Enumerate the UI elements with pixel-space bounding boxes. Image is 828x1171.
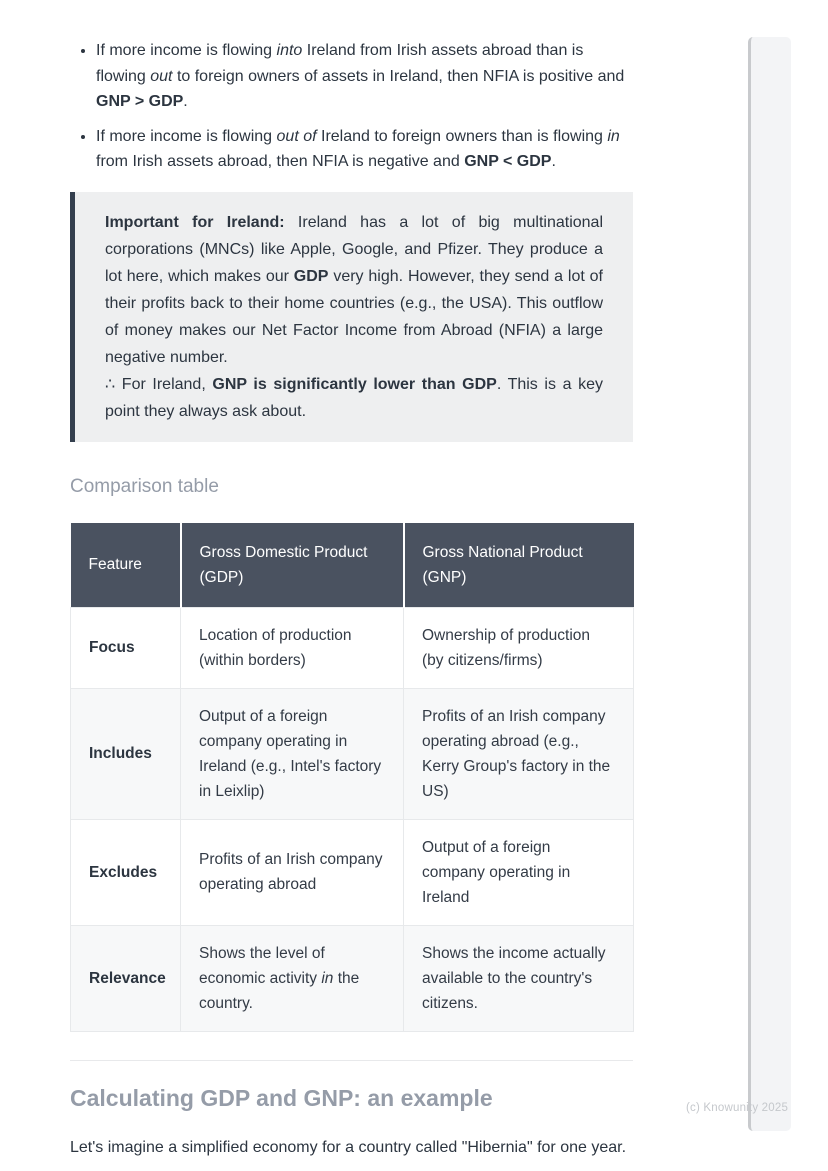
section-title-comparison-table: Comparison table	[70, 475, 219, 497]
table-header-gdp: Gross Domestic Product (GDP)	[181, 523, 404, 608]
row-label: Includes	[71, 688, 181, 819]
list-item: • If more income is flowing out of Ireland to foreign owners than is flowing in from Irish assets abroad, then NFIA is negative and GNP < GDP.	[96, 124, 633, 175]
row-label: Excludes	[71, 819, 181, 925]
cell-gnp: Shows the income actually available to the country's citizens.	[404, 925, 634, 1031]
row-label: Focus	[71, 607, 181, 688]
intro-paragraph: Let's imagine a simplified economy for a country called "Hibernia" for one year.	[70, 1138, 627, 1156]
section-divider	[70, 1060, 633, 1061]
cell-gdp: Output of a foreign company operating in Ireland (e.g., Intel's factory in Leixlip)	[181, 688, 404, 819]
callout-text: Important for Ireland: Ireland has a lot of big multinational corporations (MNCs) like Apple, Google, and Pfizer. They produce a lot here, which makes our GDP very high. However, they send a lot of their profits back to their home countries (e.g., the USA). This outflow of money makes our Net Factor Income from Abroad (NFIA) a large negative number. ∴ For Ireland, GNP is significantly lower than GDP. This is a key point they always ask about.	[105, 213, 604, 420]
cell-gnp: Profits of an Irish company operating abroad (e.g., Kerry Group's factory in the US)	[404, 688, 634, 819]
table-row-includes	[71, 688, 634, 819]
table-row-relevance	[71, 925, 634, 1031]
callout-important-for-ireland	[70, 192, 633, 442]
cell-gdp: Profits of an Irish company operating abroad	[181, 819, 404, 925]
table-row-excludes	[71, 819, 634, 925]
document-page	[70, 0, 633, 1160]
table-header-gnp: Gross National Product (GNP)	[404, 523, 634, 608]
cell-gnp: Ownership of production (by citizens/firms)	[404, 607, 634, 688]
section-title-calculating: Calculating GDP and GNP: an example	[70, 1084, 493, 1111]
list-item: • If more income is flowing into Ireland from Irish assets abroad than is flowing out to foreign owners of assets in Ireland, then NFIA is positive and GNP > GDP.	[96, 38, 633, 115]
bullet-list	[70, 38, 633, 175]
row-label: Relevance	[71, 925, 181, 1031]
cell-gdp: Location of production (within borders)	[181, 607, 404, 688]
table-header-feature: Feature	[71, 523, 181, 608]
cell-gnp: Output of a foreign company operating in Ireland	[404, 819, 634, 925]
cell-gdp: Shows the level of economic activity in the country.	[181, 925, 404, 1031]
table-row-focus	[71, 607, 634, 688]
table-header-row	[71, 523, 634, 608]
next-page-edge[interactable]	[748, 37, 791, 1131]
comparison-table	[70, 523, 634, 1032]
watermark: (c) Knowunity 2025	[686, 1102, 789, 1114]
